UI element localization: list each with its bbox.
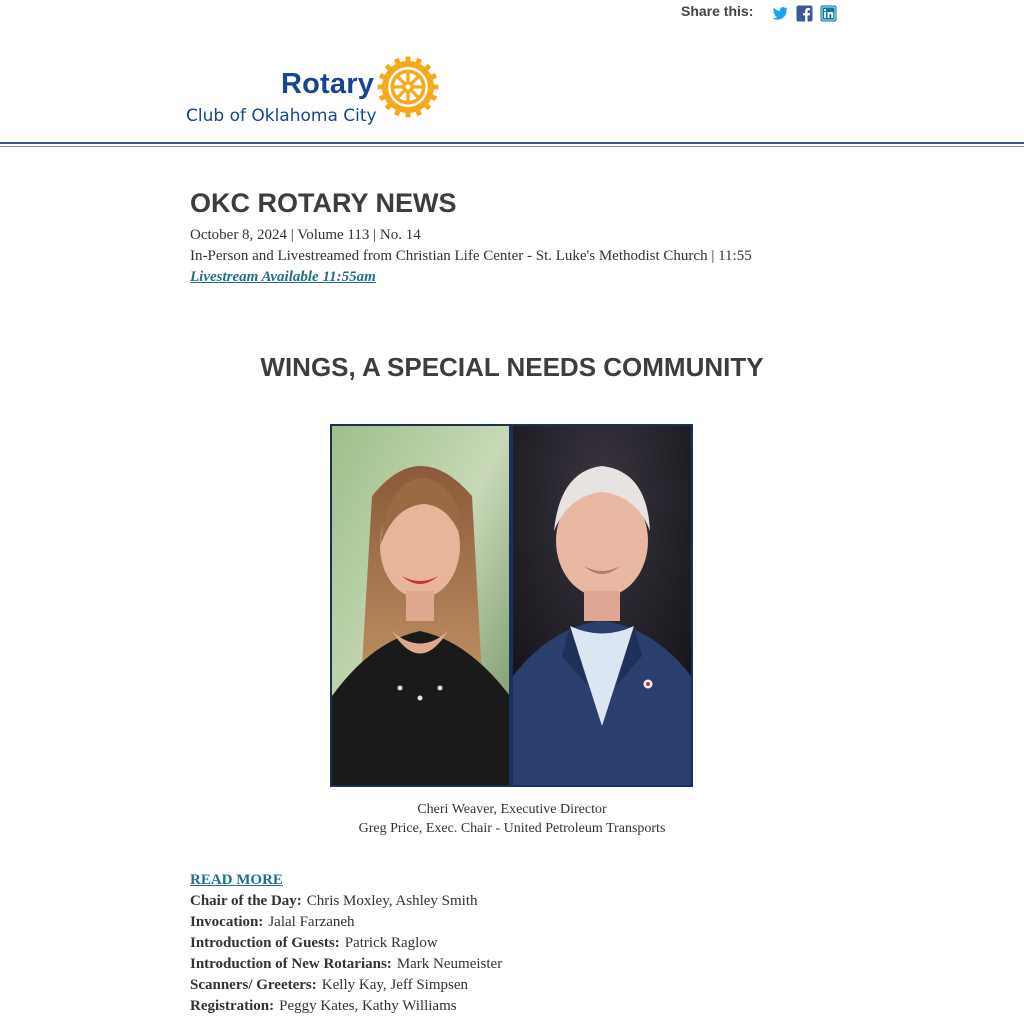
caption-line-greg: Greg Price, Exec. Chair - United Petroleum Transports (358, 821, 666, 836)
logo-subtitle: Club of Oklahoma City (186, 106, 377, 126)
rotary-logo[interactable] (186, 56, 446, 128)
role-label: Invocation: (190, 914, 264, 930)
share-label: Share this: (681, 3, 754, 19)
location-line: In-Person and Livestreamed from Christian Life Center - St. Luke's Methodist Church | 11:55 (190, 248, 752, 264)
role-value: Jalal Farzaneh (268, 914, 355, 930)
facebook-icon[interactable] (796, 5, 813, 22)
role-row (190, 933, 835, 954)
rotary-wheel-icon (377, 56, 439, 118)
program-details (190, 870, 835, 1017)
portrait-cheri-weaver (332, 426, 510, 785)
logo-wordmark: Rotary (281, 68, 375, 100)
caption-line-cheri: Cheri Weaver, Executive Director (417, 802, 607, 817)
role-label: Registration: (190, 998, 275, 1014)
role-value: Mark Neumeister (396, 956, 503, 972)
header-divider (0, 142, 1024, 144)
role-value: Chris Moxley, Ashley Smith (306, 893, 478, 909)
feature-title: WINGS, A SPECIAL NEEDS COMMUNITY (260, 352, 764, 382)
portrait-greg-price (513, 426, 691, 785)
role-label: Scanners/ Greeters: (190, 977, 317, 993)
role-row (190, 912, 835, 933)
role-row (190, 996, 835, 1017)
role-value: Patrick Raglow (344, 935, 438, 951)
role-label: Introduction of Guests: (190, 935, 340, 951)
role-row (190, 891, 835, 912)
role-value: Peggy Kates, Kathy Williams (279, 998, 457, 1014)
header-divider-thin (0, 146, 1024, 147)
linkedin-icon[interactable] (820, 5, 837, 22)
share-bar (681, 3, 837, 23)
role-row (190, 954, 835, 975)
role-row (190, 975, 835, 996)
role-label: Chair of the Day: (190, 893, 302, 909)
role-value: Kelly Kay, Jeff Simpsen (321, 977, 469, 993)
speaker-photo-illustration (332, 426, 691, 785)
speaker-photo (330, 424, 693, 787)
twitter-icon[interactable] (772, 5, 789, 22)
issue-date-line: October 8, 2024 | Volume 113 | No. 14 (190, 227, 421, 243)
newsletter-header (190, 186, 835, 288)
photo-caption (0, 800, 1024, 838)
role-label: Introduction of New Rotarians: (190, 956, 392, 972)
read-more-link[interactable]: READ MORE (190, 872, 283, 888)
newsletter-title: OKC ROTARY NEWS (190, 188, 457, 218)
livestream-link[interactable]: Livestream Available 11:55am (190, 269, 376, 285)
